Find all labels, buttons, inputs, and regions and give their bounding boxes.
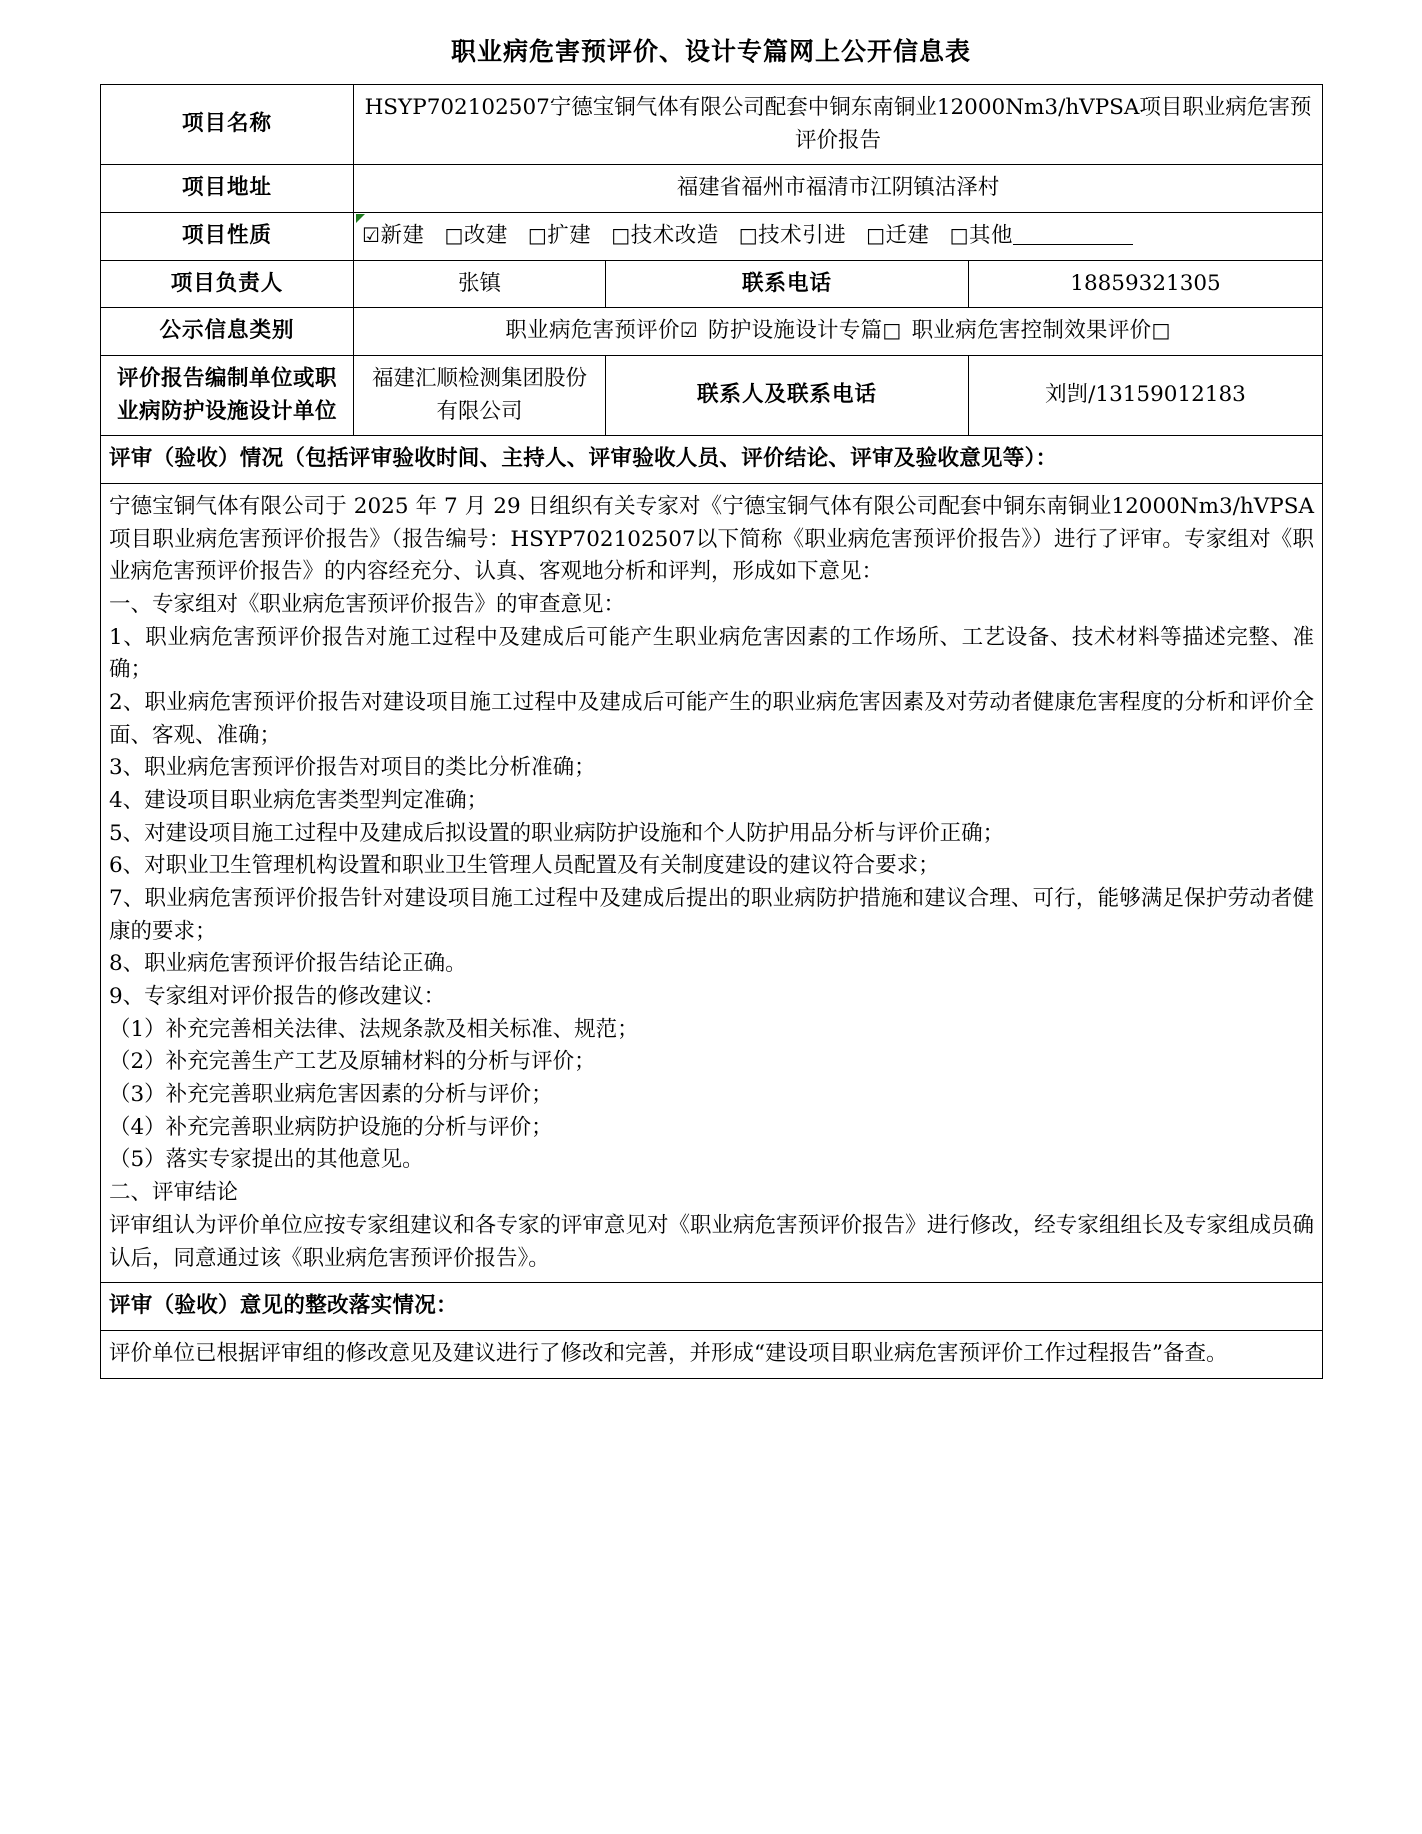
table-row-disclosure-category: [101, 308, 1323, 356]
review-paragraph: 6、对职业卫生管理机构设置和职业卫生管理人员配置及有关制度建设的建议符合要求；: [109, 853, 940, 879]
disclosure-form-table: [100, 84, 1323, 1379]
review-paragraph: 评审组认为评价单位应按专家组建议和各专家的评审意见对《职业病危害预评价报告》进行修改，经专家组组长及专家组成员确认后，同意通过该《职业病危害预评价报告》。: [109, 1212, 1315, 1271]
disclosure-option-职业病危害预评价[interactable]: [505, 318, 698, 343]
review-paragraph: 二、评审结论: [109, 1180, 239, 1206]
project-nature-option-label: 改建: [463, 223, 508, 249]
other-fill-in-line[interactable]: [1013, 244, 1133, 245]
review-body: [101, 484, 1323, 1283]
review-paragraph: （4）补充完善职业病防护设施的分析与评价；: [109, 1114, 553, 1140]
review-paragraph: 8、职业病危害预评价报告结论正确。: [109, 951, 467, 977]
table-row-project-nature: [101, 213, 1323, 261]
table-row-report-unit: [101, 356, 1323, 436]
project-nature-options: [354, 213, 1323, 261]
disclosure-option-防护设施设计专篇[interactable]: [708, 318, 902, 343]
disclosure-option-label: 职业病危害控制效果评价: [911, 318, 1152, 344]
checkbox-unchecked-icon[interactable]: □: [949, 223, 969, 248]
project-nature-option-label: 新建: [380, 223, 425, 249]
table-row-rectification-body: [101, 1330, 1323, 1378]
review-paragraph: 4、建设项目职业病危害类型判定准确；: [109, 788, 489, 814]
green-corner-marker: [356, 214, 365, 223]
review-paragraph: （5）落实专家提出的其他意见。: [109, 1147, 424, 1173]
project-nature-option-技术引进[interactable]: [739, 220, 846, 253]
table-row-review-body: [101, 484, 1323, 1283]
rectification-heading: 评审（验收）意见的整改落实情况：: [101, 1283, 1323, 1331]
checkbox-unchecked-icon[interactable]: □: [738, 223, 759, 248]
checkbox-unchecked-icon[interactable]: □: [444, 223, 464, 248]
project-nature-option-label: 其他: [968, 223, 1013, 249]
disclosure-option-职业病危害控制效果评价[interactable]: [912, 318, 1171, 343]
disclosure-category-options: [354, 308, 1323, 356]
review-heading: 评审（验收）情况（包括评审验收时间、主持人、评审验收人员、评价结论、评审及验收意见等）：: [101, 436, 1323, 484]
review-paragraph: 1、职业病危害预评价报告对施工过程中及建成后可能产生职业病危害因素的工作场所、工艺设备、技术材料等描述完整、准确；: [109, 624, 1315, 683]
rectification-text: 评价单位已根据评审组的修改意见及建议进行了修改和完善，并形成“建设项目职业病危害预评价工作过程报告”备查。: [109, 1340, 1228, 1366]
checkbox-unchecked-icon[interactable]: □: [611, 223, 631, 248]
table-row-rectification-heading: [101, 1283, 1323, 1331]
contact-phone-value: 18859321305: [969, 260, 1323, 308]
review-paragraph: （3）补充完善职业病危害因素的分析与评价；: [109, 1082, 553, 1108]
project-manager-value: 张镇: [354, 260, 606, 308]
review-paragraph: 一、专家组对《职业病危害预评价报告》的审查意见：: [109, 592, 626, 618]
table-row-review-heading: [101, 436, 1323, 484]
checkbox-unchecked-icon[interactable]: □: [882, 318, 902, 343]
project-nature-option-新建[interactable]: [362, 220, 424, 253]
project-nature-option-label: 迁建: [885, 223, 930, 249]
project-address-label: 项目地址: [101, 165, 354, 213]
review-paragraph: 7、职业病危害预评价报告针对建设项目施工过程中及建成后提出的职业病防护措施和建议合理、可行，能够满足保护劳动者健康的要求；: [109, 886, 1315, 944]
checkbox-unchecked-icon[interactable]: □: [1151, 318, 1171, 343]
checkbox-checked-icon[interactable]: ☑: [679, 318, 699, 343]
contact-phone-label: 联系电话: [606, 260, 969, 308]
project-nature-option-label: 扩建: [547, 223, 592, 249]
page-title: 职业病危害预评价、设计专篇网上公开信息表: [450, 37, 971, 66]
rectification-body: [101, 1330, 1323, 1378]
project-nature-label: 项目性质: [101, 213, 354, 261]
project-manager-label: 项目负责人: [101, 260, 354, 308]
project-name-value: HSYP702102507宁德宝铜气体有限公司配套中铜东南铜业12000Nm3/hVPSA项目职业病危害预评价报告: [354, 85, 1323, 165]
contact-person-label: 联系人及联系电话: [606, 356, 969, 436]
table-row-project-manager: [101, 260, 1323, 308]
report-unit-label: 评价报告编制单位或职业病防护设施设计单位: [101, 356, 354, 436]
document-page: [100, 0, 1322, 1379]
disclosure-category-label: 公示信息类别: [101, 308, 354, 356]
table-row-project-address: [101, 165, 1323, 213]
checkbox-unchecked-icon[interactable]: □: [866, 223, 886, 248]
report-unit-value: 福建汇顺检测集团股份有限公司: [354, 356, 606, 436]
contact-person-value: 刘剀/13159012183: [969, 356, 1323, 436]
review-paragraph: （1）补充完善相关法律、法规条款及相关标准、规范；: [109, 1016, 639, 1042]
review-paragraph: 3、职业病危害预评价报告对项目的类比分析准确；: [109, 755, 596, 781]
review-paragraph: 宁德宝铜气体有限公司于 2025 年 7 月 29 日组织有关专家对《宁德宝铜气体有限公司配套中铜东南铜业12000Nm3/hVPSA项目职业病危害预评价报告》（报告编号：HSYP702102507以下简称《职业病危害预评价报告》）进行了评审。专家组对《职业病危害预评价报告》的内容经充分、认真、客观地分析和评判，形成如下意见：: [109, 494, 1315, 585]
checkbox-checked-icon[interactable]: ☑: [362, 223, 381, 248]
disclosure-option-label: 职业病危害预评价: [505, 318, 680, 344]
project-nature-option-扩建[interactable]: [528, 220, 591, 253]
project-address-value: 福建省福州市福清市江阴镇沽泽村: [354, 165, 1323, 213]
project-nature-option-其他[interactable]: [950, 220, 1133, 253]
project-nature-option-label: 技术改造: [630, 223, 719, 249]
project-nature-option-迁建[interactable]: [866, 220, 929, 253]
project-nature-option-label: 技术引进: [758, 223, 847, 249]
review-paragraph: 2、职业病危害预评价报告对建设项目施工过程中及建成后可能产生的职业病危害因素及对劳动者健康危害程度的分析和评价全面、客观、准确；: [109, 690, 1315, 748]
project-nature-option-改建[interactable]: [444, 220, 507, 253]
project-nature-option-技术改造[interactable]: [611, 220, 718, 253]
review-paragraph: 9、专家组对评价报告的修改建议：: [109, 984, 446, 1010]
disclosure-option-label: 防护设施设计专篇: [708, 318, 883, 344]
project-name-label: 项目名称: [101, 85, 354, 165]
review-paragraph: 5、对建设项目施工过程中及建成后拟设置的职业病防护设施和个人防护用品分析与评价正确；: [109, 820, 1005, 846]
review-paragraph: （2）补充完善生产工艺及原辅材料的分析与评价；: [109, 1049, 596, 1075]
table-row-project-name: [101, 85, 1323, 165]
checkbox-unchecked-icon[interactable]: □: [527, 223, 548, 248]
